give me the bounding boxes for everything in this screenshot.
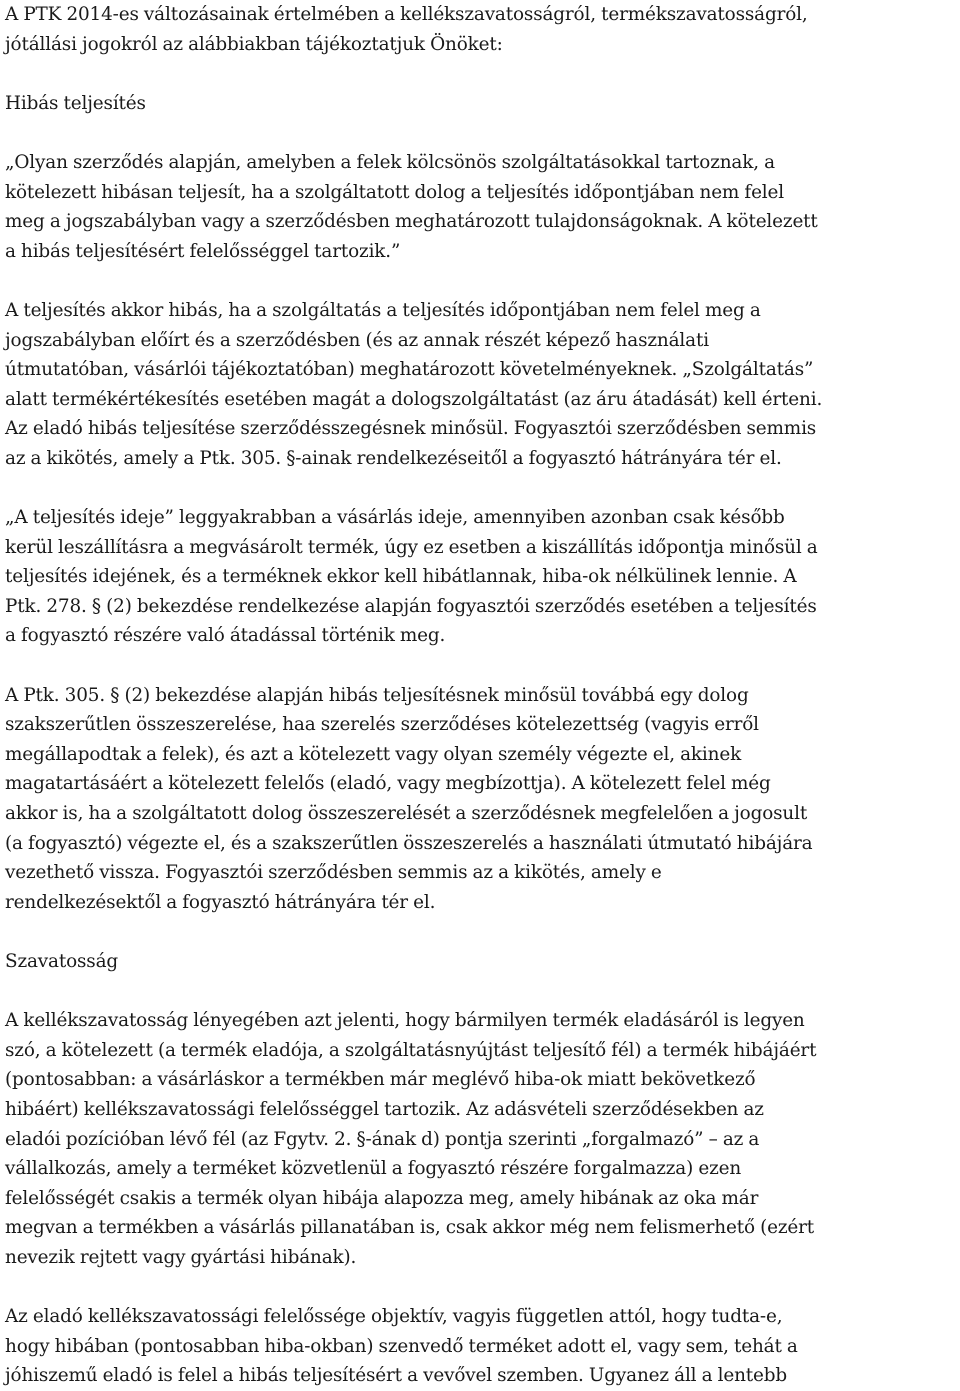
text-line: akkor is, ha a szolgáltatott dolog összeszerelését a szerződésnek megfelelően a jogosult <box>5 803 808 825</box>
text-line: felelősségét csakis a termék olyan hibája alapozza meg, amely hibának az oka már <box>5 1187 759 1209</box>
paragraph-gap <box>5 977 955 1007</box>
text-line: kerül leszállításra a megvásárolt termék, úgy ez esetben a kiszállítás időpontja minősül a <box>5 536 818 558</box>
document-page <box>5 0 955 1391</box>
paragraph-gap <box>5 1273 955 1303</box>
text-line: vezethető vissza. Fogyasztói szerződésben semmis az a kikötés, amely e <box>5 862 662 884</box>
text-line: jogszabályban előírt és a szerződésben (és az annak részét képező használati <box>5 329 709 351</box>
text-line: „A teljesítés ideje” leggyakrabban a vásárlás ideje, amennyiben azonban csak később <box>5 507 785 529</box>
paragraph-ptk-305 <box>5 681 955 918</box>
paragraph-teljesites-ideje <box>5 503 955 651</box>
quote-paragraph <box>5 148 955 266</box>
section-heading: Hibás teljesítés <box>5 92 146 114</box>
text-line: jóhiszemű eladó is felel a hibás teljesítésért a vevővel szemben. Ugyanez áll a lentebb <box>5 1365 787 1387</box>
text-line: A Ptk. 305. § (2) bekezdése alapján hibás teljesítésnek minősül továbbá egy dolog <box>5 684 749 706</box>
intro-paragraph <box>5 0 955 59</box>
section-heading: Szavatosság <box>5 951 119 972</box>
text-line: a hibás teljesítésért felelősséggel tartozik.” <box>5 240 401 262</box>
text-line: magatartásáért a kötelezett felelős (eladó, vagy megbízottja). A kötelezett felel még <box>5 773 771 795</box>
text-line: szakszerűtlen összeszerelése, haa szerelés szerződéses kötelezettség (vagyis erről <box>5 714 759 736</box>
paragraph-gap <box>5 917 955 947</box>
paragraph-gap <box>5 59 955 89</box>
text-line: (pontosabban: a vásárláskor a termékben már meglévő hiba-ok miatt bekövetkező <box>5 1069 756 1091</box>
text-line: Ptk. 278. § (2) bekezdése rendelkezése alapján fogyasztói szerződés esetében a teljesítés <box>5 595 817 617</box>
text-line: Az eladó kellékszavatossági felelőssége objektív, vagyis független attól, hogy tudta-e, <box>5 1306 783 1328</box>
heading-hibas-teljesites <box>5 89 955 119</box>
text-line: meg a jogszabályban vagy a szerződésben meghatározott tulajdonságoknak. A kötelezett <box>5 211 818 233</box>
text-line: A PTK 2014-es változásainak értelmében a kellékszavatosságról, termékszavatosságról, <box>5 4 808 25</box>
text-line: a fogyasztó részére való átadással történik meg. <box>5 625 446 647</box>
text-line: megvan a termékben a vásárlás pillanatában is, csak akkor még nem felismerhető (ezért <box>5 1217 815 1239</box>
text-line: A teljesítés akkor hibás, ha a szolgáltatás a teljesítés időpontjában nem felel meg a <box>5 299 761 321</box>
text-line: hogy hibában (pontosabban hiba-okban) szenvedő terméket adott el, vagy sem, tehát a <box>5 1335 798 1357</box>
text-line: rendelkezésektől a fogyasztó hátrányára tér el. <box>5 891 436 913</box>
paragraph-gap <box>5 266 955 296</box>
text-line: Az eladó hibás teljesítése szerződésszegésnek minősül. Fogyasztói szerződésben semmis <box>5 418 817 440</box>
paragraph-kellekszavatossag <box>5 1006 955 1272</box>
paragraph-gap <box>5 474 955 504</box>
paragraph-objektiv-felelosseg <box>5 1302 955 1391</box>
paragraph-gap <box>5 118 955 148</box>
text-line: A kellékszavatosság lényegében azt jelenti, hogy bármilyen termék eladásáról is legyen <box>5 1010 805 1032</box>
heading-szavatossag <box>5 947 955 977</box>
text-line: jótállási jogokról az alábbiakban tájékoztatjuk Önöket: <box>5 33 503 55</box>
text-line: megállapodtak a felek), és azt a kötelezett vagy olyan személy végezte el, akinek <box>5 743 742 765</box>
text-line: alatt termékértékesítés esetében magát a dologszolgáltatást (az áru átadását) kell érteni. <box>5 388 823 410</box>
text-line: nevezik rejtett vagy gyártási hibának). <box>5 1246 357 1268</box>
text-line: eladói pozícióban lévő fél (az Fgytv. 2. §-ának d) pontja szerinti „forgalmazó” – az a <box>5 1128 760 1150</box>
text-line: útmutatóban, vásárlói tájékoztatóban) meghatározott követelményeknek. „Szolgáltatás” <box>5 359 814 381</box>
text-line: vállalkozás, amely a terméket közvetlenül a fogyasztó részére forgalmazza) ezen <box>5 1158 742 1180</box>
text-line: „Olyan szerződés alapján, amelyben a felek kölcsönös szolgáltatásokkal tartoznak, a <box>5 151 775 173</box>
paragraph-teljesites-hibas <box>5 296 955 474</box>
text-line: az a kikötés, amely a Ptk. 305. §-ainak rendelkezéseitől a fogyasztó hátrányára tér el. <box>5 447 782 469</box>
text-line: kötelezett hibásan teljesít, ha a szolgáltatott dolog a teljesítés időpontjában nem felel <box>5 181 785 203</box>
paragraph-gap <box>5 651 955 681</box>
text-line: szó, a kötelezett (a termék eladója, a szolgáltatásnyújtást teljesítő fél) a termék hibájáért <box>5 1039 817 1061</box>
text-line: (a fogyasztó) végezte el, és a szakszerűtlen összeszerelés a használati útmutató hibájára <box>5 832 813 854</box>
text-line: hibáért) kellékszavatossági felelősséggel tartozik. Az adásvételi szerződésekben az <box>5 1098 764 1120</box>
text-line: teljesítés idejének, és a terméknek ekkor kell hibátlannak, hiba-ok nélkülinek lennie. A <box>5 566 797 588</box>
